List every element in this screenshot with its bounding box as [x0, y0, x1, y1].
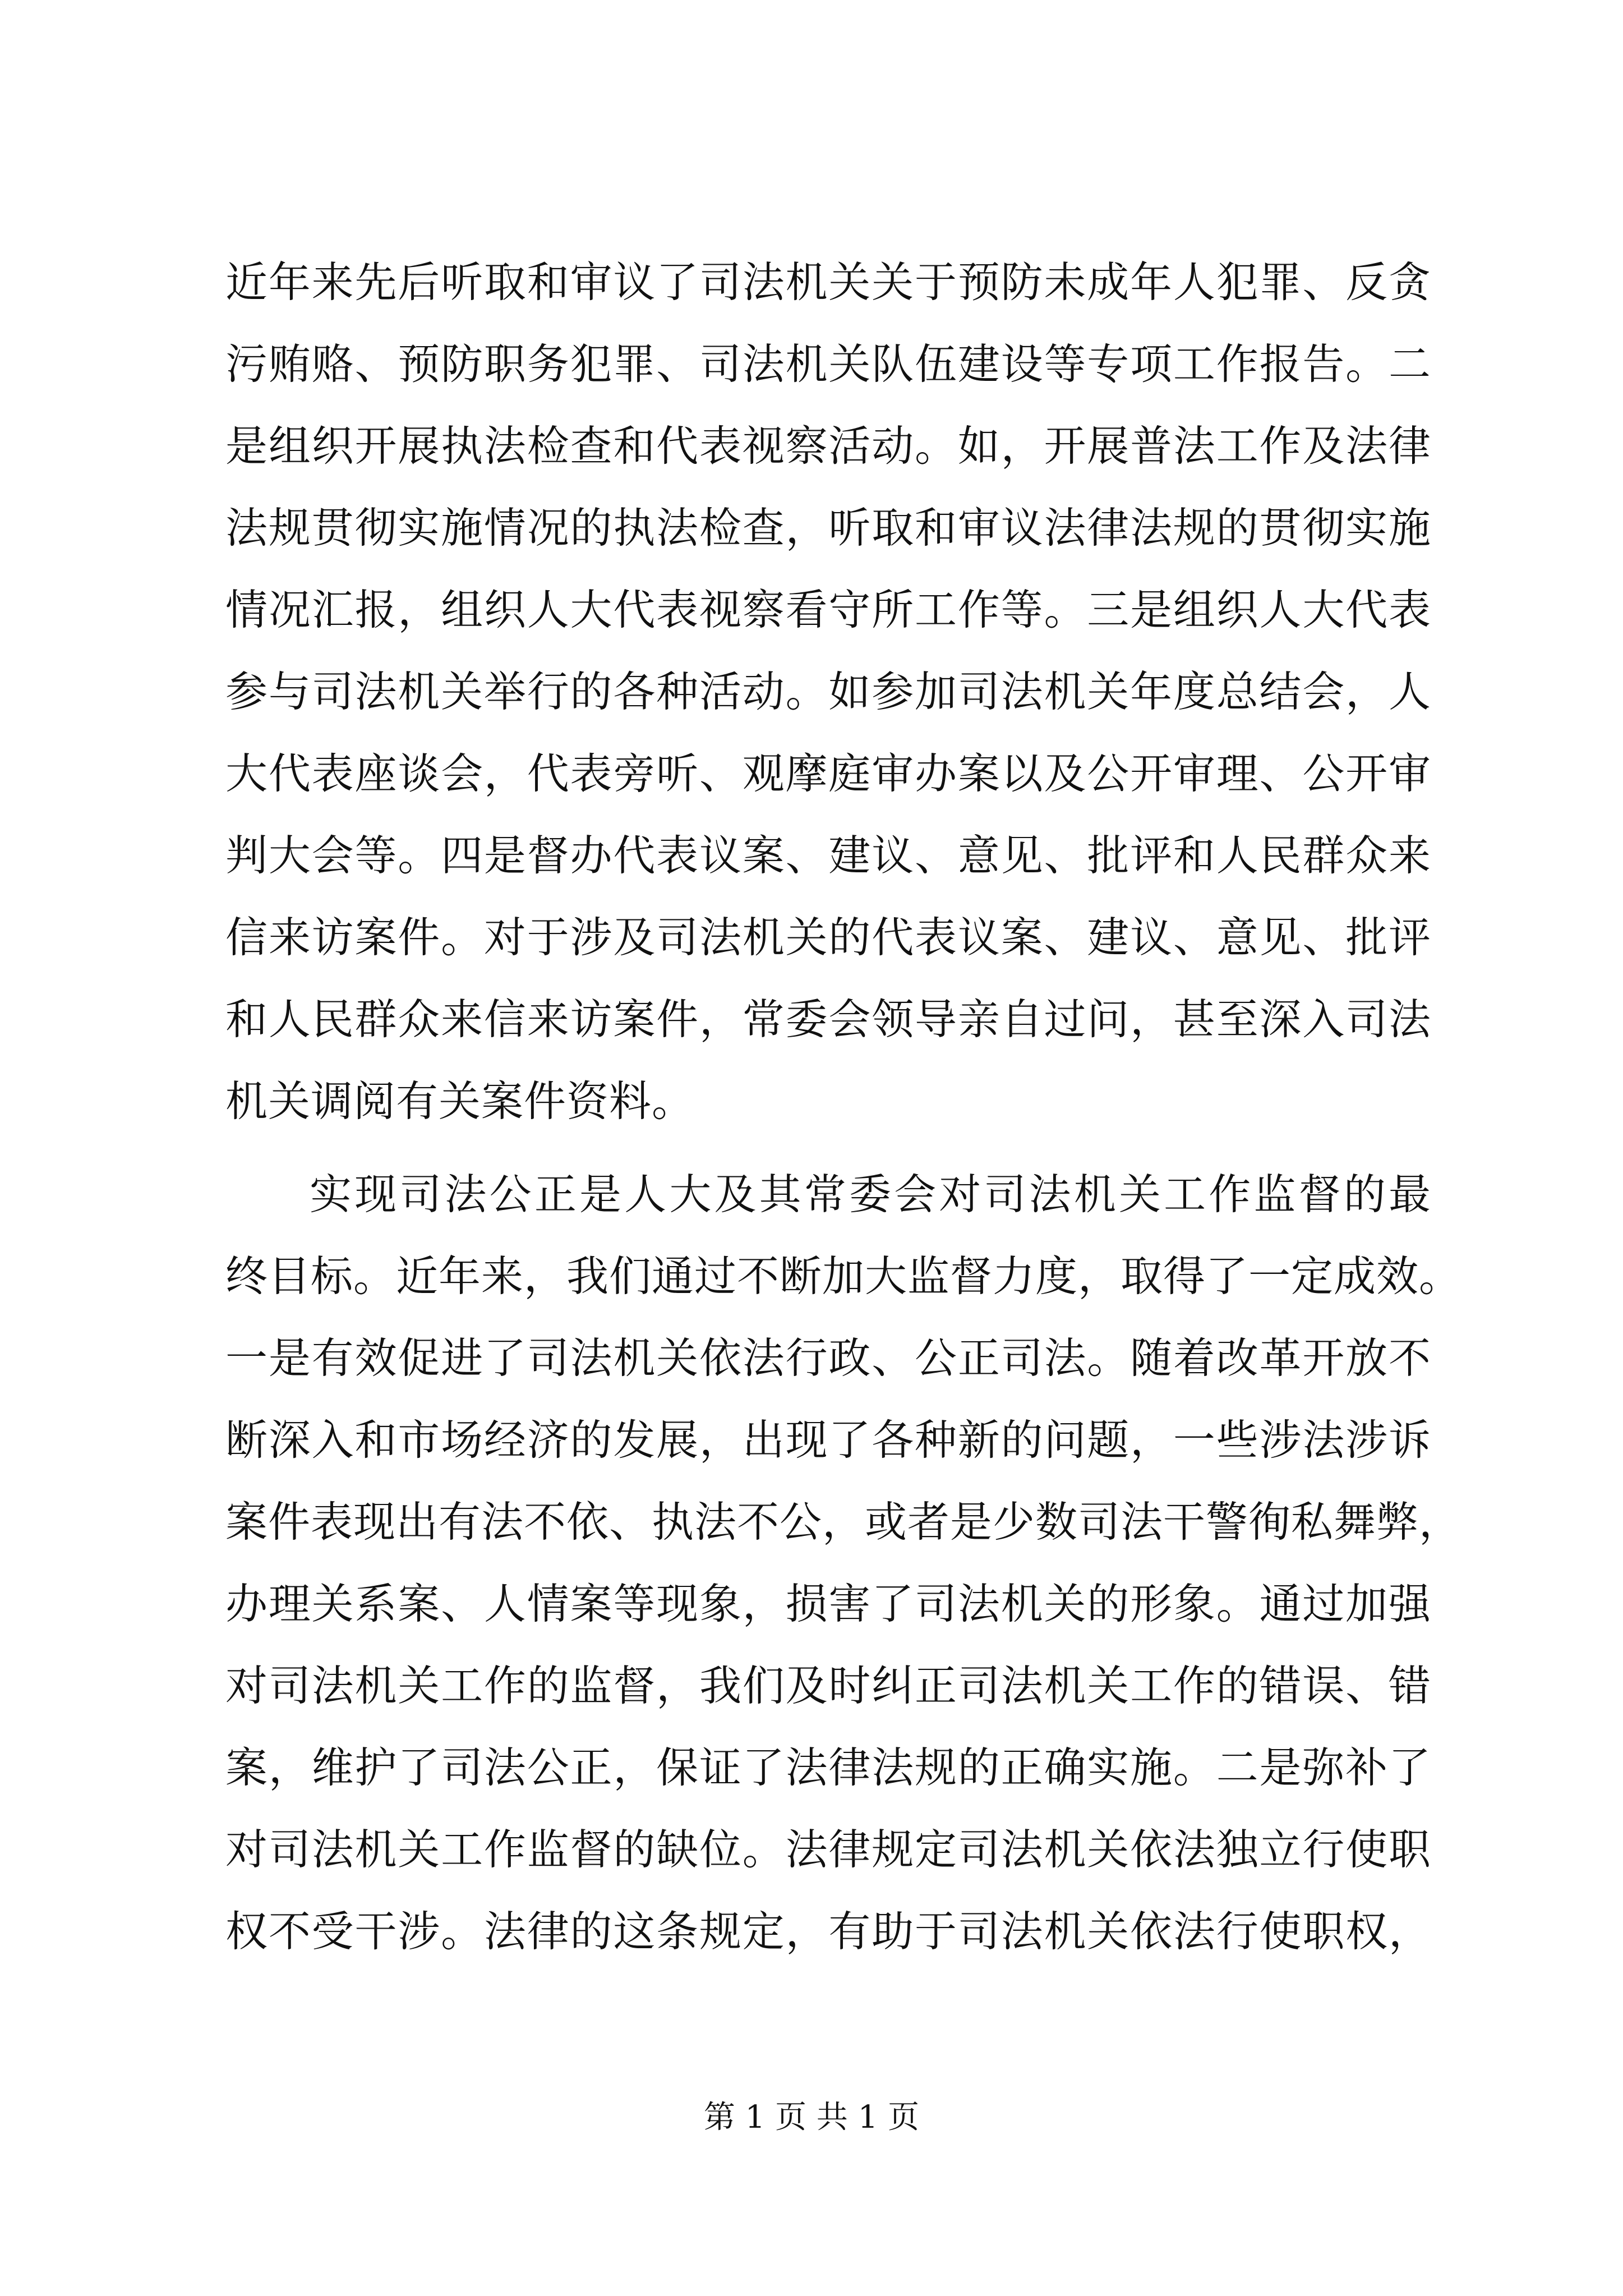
document-body [225, 241, 1462, 1972]
text-line: 断深入和市场经济的发展，出现了各种新的问题，一些涉法涉诉 [225, 1415, 1431, 1465]
text-line: 一是有效促进了司法机关依法行政、公正司法。随着改革开放不 [225, 1333, 1431, 1383]
text-line: 终目标。近年来，我们通过不断加大监督力度，取得了一定成效。 [225, 1251, 1462, 1301]
text-line: 权不受干涉。法律的这条规定，有助于司法机关依法行使职权， [225, 1907, 1431, 1956]
paragraph-gap [225, 1142, 1431, 1153]
paragraph-1 [225, 241, 1431, 1142]
text-line: 案件表现出有法不依、执法不公，或者是少数司法干警徇私舞弊， [225, 1497, 1462, 1547]
text-line: 大代表座谈会，代表旁听、观摩庭审办案以及公开审理、公开审 [225, 749, 1431, 798]
text-line: 近年来先后听取和审议了司法机关关于预防未成年人犯罪、反贪 [225, 257, 1431, 307]
text-line: 参与司法机关举行的各种活动。如参加司法机关年度总结会，人 [225, 667, 1431, 716]
text-line: 污贿赂、预防职务犯罪、司法机关队伍建设等专项工作报告。二 [225, 339, 1431, 389]
text-line: 机关调阅有关案件资料。 [225, 1076, 695, 1126]
text-line: 实现司法公正是人大及其常委会对司法机关工作监督的最 [310, 1170, 1431, 1219]
text-line: 是组织开展执法检查和代表视察活动。如，开展普法工作及法律 [225, 421, 1431, 471]
text-line: 信来访案件。对于涉及司法机关的代表议案、建议、意见、批评 [225, 913, 1431, 962]
text-line: 情况汇报，组织人大代表视察看守所工作等。三是组织人大代表 [225, 585, 1431, 634]
text-line: 对司法机关工作监督的缺位。法律规定司法机关依法独立行使职 [225, 1825, 1431, 1874]
text-line: 案，维护了司法公正，保证了法律法规的正确实施。二是弥补了 [225, 1743, 1431, 1792]
paragraph-2 [225, 1153, 1462, 1972]
text-line: 判大会等。四是督办代表议案、建议、意见、批评和人民群众来 [225, 831, 1431, 880]
text-line: 法规贯彻实施情况的执法检查，听取和审议法律法规的贯彻实施 [225, 503, 1431, 553]
text-line: 和人民群众来信来访案件，常委会领导亲自过问，甚至深入司法 [225, 995, 1431, 1044]
text-line: 对司法机关工作的监督，我们及时纠正司法机关工作的错误、错 [225, 1661, 1431, 1710]
page-footer: 第 1 页 共 1 页 [703, 2099, 920, 2136]
text-line: 办理关系案、人情案等现象，损害了司法机关的形象。通过加强 [225, 1579, 1431, 1628]
